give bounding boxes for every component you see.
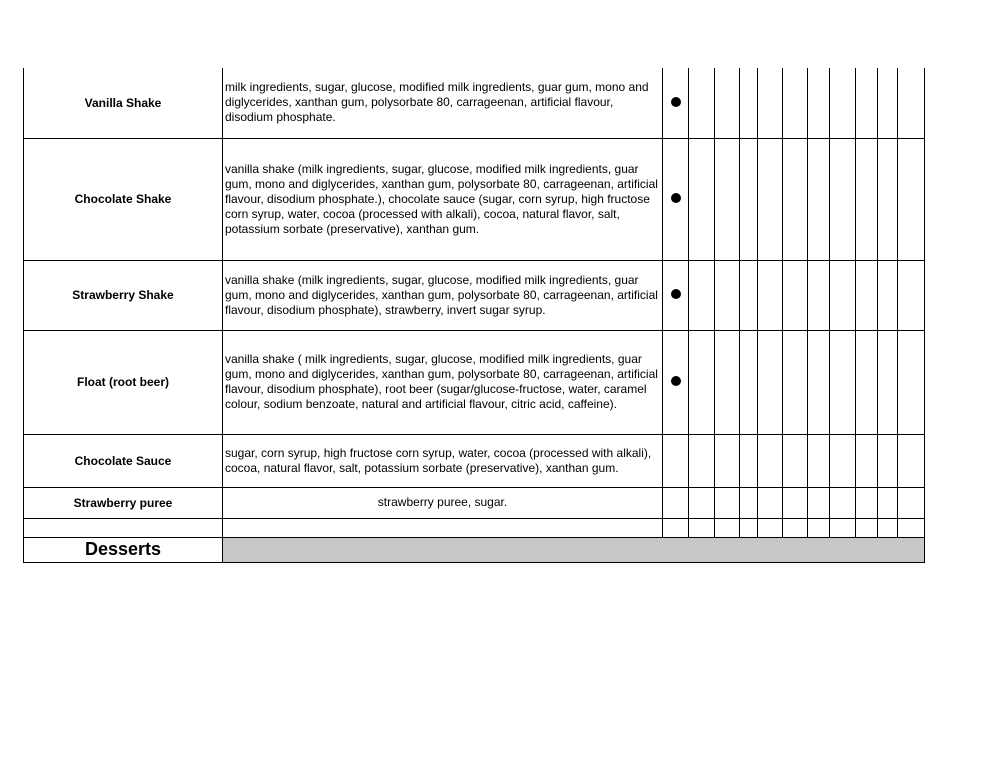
item-name: Float (root beer) (24, 330, 223, 434)
item-ingredients: vanilla shake (milk ingredients, sugar, glucose, modified milk ingredients, guar gum, mono and diglycerides, xanthan gum, polysorbate 80, carrageenan, artificial flavour, disodium phosphate.), chocolate sauce (sugar, corn syrup, high fructose corn syrup, water, cocoa (processed with alkali), cocoa, natural flavor, salt, potassium sorbate (preservative), xanthan gum. (223, 138, 663, 260)
allergen-cell (830, 68, 856, 138)
allergen-cell (898, 518, 925, 537)
allergen-cell (740, 260, 758, 330)
item-name: Chocolate Shake (24, 138, 223, 260)
allergen-cell (663, 68, 689, 138)
item-name: Strawberry puree (24, 487, 223, 518)
table-row (24, 68, 925, 138)
allergen-cell (783, 434, 808, 487)
allergen-cell (715, 487, 740, 518)
allergen-cell (878, 330, 898, 434)
allergen-cell (758, 138, 783, 260)
allergen-cell (740, 518, 758, 537)
item-ingredients: vanilla shake ( milk ingredients, sugar, glucose, modified milk ingredients, guar gum, mono and diglycerides, xanthan gum, polysorbate 80, carrageenan, artificial flavour, disodium phosphate), root beer (sugar/glucose-fructose, water, caramel colour, sodium benzoate, natural and artificial flavour, citric acid, caffeine). (223, 330, 663, 434)
table-row (24, 330, 925, 434)
allergen-cell (715, 330, 740, 434)
allergen-cell (758, 330, 783, 434)
section-title: Desserts (24, 537, 223, 562)
allergen-cell (715, 138, 740, 260)
allergen-cell (715, 260, 740, 330)
table-row (24, 260, 925, 330)
section-fill (223, 537, 925, 562)
allergen-cell (783, 330, 808, 434)
allergen-cell (898, 138, 925, 260)
allergen-cell (663, 434, 689, 487)
allergen-cell (898, 68, 925, 138)
allergen-cell (808, 518, 830, 537)
allergen-cell (878, 68, 898, 138)
item-ingredients: milk ingredients, sugar, glucose, modified milk ingredients, guar gum, mono and diglycerides, xanthan gum, polysorbate 80, carrageenan, artificial flavour, disodium phosphate. (223, 68, 663, 138)
allergen-cell (715, 434, 740, 487)
table-row (24, 487, 925, 518)
allergen-cell (689, 330, 715, 434)
allergen-cell (808, 138, 830, 260)
allergen-cell (758, 68, 783, 138)
item-ingredients: vanilla shake (milk ingredients, sugar, glucose, modified milk ingredients, guar gum, mono and diglycerides, xanthan gum, polysorbate 80, carrageenan, artificial flavour, disodium phosphate), strawberry, invert sugar syrup. (223, 260, 663, 330)
allergen-cell (783, 260, 808, 330)
allergen-cell (878, 487, 898, 518)
allergen-cell (663, 330, 689, 434)
allergen-cell (663, 260, 689, 330)
table-row (24, 138, 925, 260)
table-row (24, 434, 925, 487)
allergen-cell (740, 434, 758, 487)
allergen-cell (783, 68, 808, 138)
allergen-cell (856, 518, 878, 537)
allergen-dot-icon (671, 376, 681, 386)
allergen-cell (663, 487, 689, 518)
allergen-cell (856, 487, 878, 518)
allergen-cell (830, 330, 856, 434)
allergen-cell (689, 138, 715, 260)
allergen-cell (758, 434, 783, 487)
allergen-cell (740, 68, 758, 138)
item-name: Strawberry Shake (24, 260, 223, 330)
allergen-cell (898, 487, 925, 518)
allergen-cell (808, 330, 830, 434)
allergen-cell (856, 138, 878, 260)
allergen-cell (740, 330, 758, 434)
allergen-cell (830, 487, 856, 518)
allergen-cell (715, 68, 740, 138)
allergen-cell (740, 138, 758, 260)
allergen-cell (856, 260, 878, 330)
item-name: Vanilla Shake (24, 68, 223, 138)
table-row (24, 518, 925, 537)
allergen-cell (689, 518, 715, 537)
allergen-cell (808, 260, 830, 330)
allergen-cell (856, 68, 878, 138)
allergen-cell (808, 487, 830, 518)
allergen-cell (663, 518, 689, 537)
allergen-cell (830, 434, 856, 487)
allergen-dot-icon (671, 97, 681, 107)
allergen-cell (856, 330, 878, 434)
allergen-cell (878, 260, 898, 330)
allergen-cell (689, 68, 715, 138)
allergen-cell (830, 518, 856, 537)
ingredients-table (23, 68, 925, 563)
allergen-cell (783, 138, 808, 260)
allergen-cell (830, 260, 856, 330)
section-header-row (24, 537, 925, 562)
allergen-dot-icon (671, 193, 681, 203)
allergen-cell (808, 434, 830, 487)
allergen-cell (830, 138, 856, 260)
allergen-cell (878, 518, 898, 537)
allergen-cell (898, 330, 925, 434)
allergen-cell (689, 434, 715, 487)
allergen-cell (898, 260, 925, 330)
allergen-cell (878, 434, 898, 487)
allergen-cell (856, 434, 878, 487)
allergen-cell (783, 487, 808, 518)
item-ingredients: strawberry puree, sugar. (223, 487, 663, 518)
allergen-cell (715, 518, 740, 537)
allergen-dot-icon (671, 289, 681, 299)
item-name: Chocolate Sauce (24, 434, 223, 487)
allergen-cell (689, 487, 715, 518)
allergen-cell (758, 518, 783, 537)
allergen-cell (740, 487, 758, 518)
allergen-cell (663, 138, 689, 260)
allergen-cell (689, 260, 715, 330)
allergen-cell (808, 68, 830, 138)
item-ingredients: sugar, corn syrup, high fructose corn syrup, water, cocoa (processed with alkali), cocoa, natural flavor, salt, potassium sorbate (preservative), xanthan gum. (223, 434, 663, 487)
item-ingredients (223, 518, 663, 537)
allergen-cell (758, 487, 783, 518)
allergen-cell (783, 518, 808, 537)
allergen-cell (898, 434, 925, 487)
allergen-cell (758, 260, 783, 330)
item-name (24, 518, 223, 537)
allergen-cell (878, 138, 898, 260)
